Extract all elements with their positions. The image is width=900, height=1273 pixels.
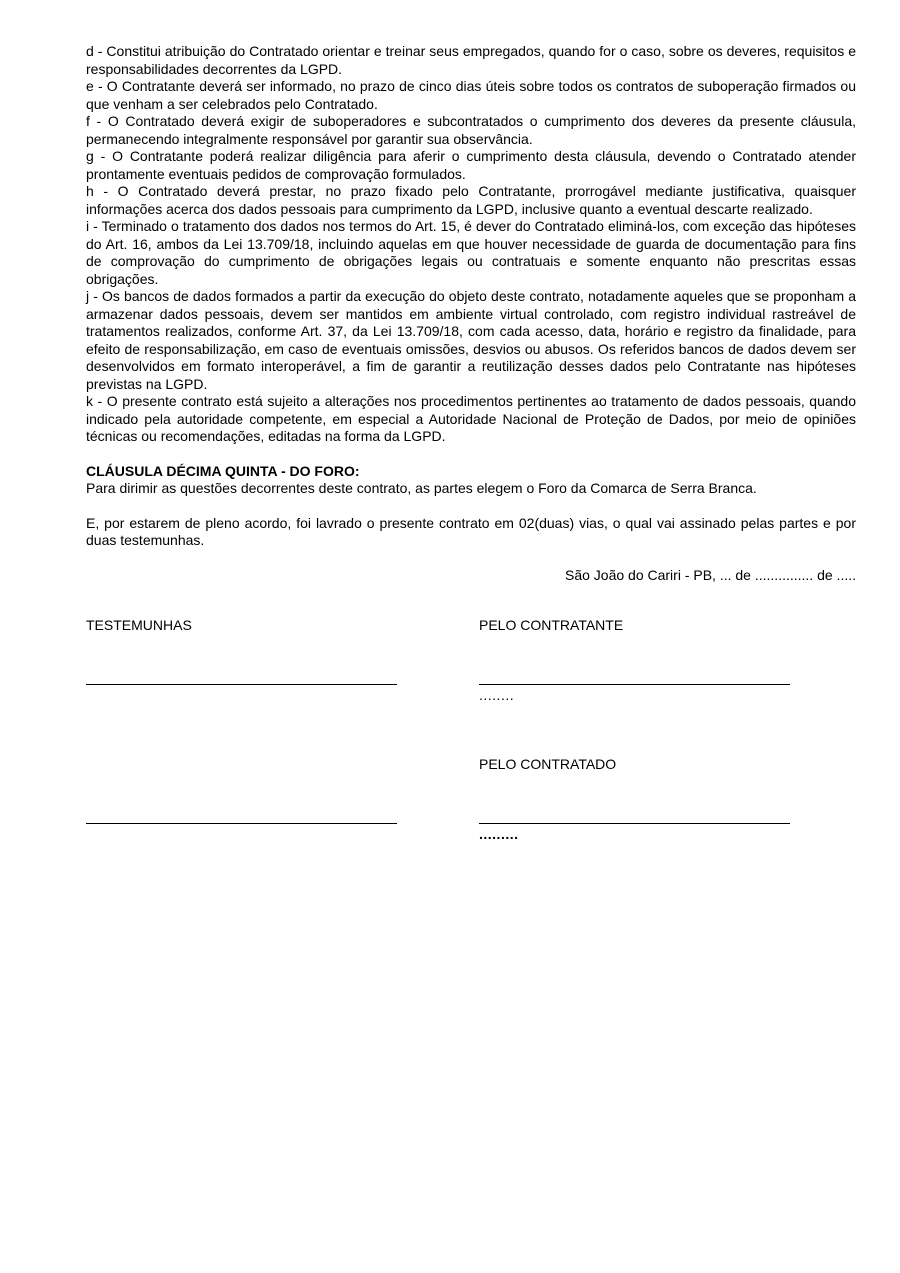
clause-e: e - O Contratante deverá ser informado, no prazo de cinco dias úteis sobre todos os contratos de suboperação firmados ou que venham a ser celebrados pelo Contratado. <box>86 78 856 112</box>
witnesses-label: TESTEMUNHAS <box>86 617 192 633</box>
clause-d: d - Constitui atribuição do Contratado orientar e treinar seus empregados, quando for o caso, sobre os deveres, requisitos e responsabilidades decorrentes da LGPD. <box>86 43 856 77</box>
clause-f: f - O Contratado deverá exigir de suboperadores e subcontratados o cumprimento dos deveres da presente cláusula, permanecendo integralmente responsável por garantir sua observância. <box>86 113 856 147</box>
clause-j: j - Os bancos de dados formados a partir da execução do objeto deste contrato, notadamente aqueles que se proponham a armazenar dados pessoais, devem ser mantidos em ambiente virtual controlado, com registro individual rastreável de tratamentos realizados, conforme Art. 37, da Lei 13.709/18, com cada acesso, data, horário e registro da finalidade, para efeito de responsabilização, em caso de eventuais omissões, desvios ou abusos. Os referidos bancos de dados devem ser desenvolvidos em formato interoperável, a fim de garantir a reutilização desses dados pelo Contratante nas hipóteses previstas na LGPD. <box>86 288 856 392</box>
clause-g: g - O Contratante poderá realizar diligência para aferir o cumprimento desta cláusula, devendo o Contratado atender prontamente eventuais pedidos de comprovação formulados. <box>86 148 856 182</box>
contratante-name: ........ <box>479 687 515 703</box>
foro-text: Para dirimir as questões decorrentes deste contrato, as partes elegem o Foro da Comarca de Serra Branca. <box>86 480 757 496</box>
contratado-name: ......... <box>479 826 519 842</box>
clause-h: h - O Contratado deverá prestar, no prazo fixado pelo Contratante, prorrogável mediante justificativa, quaisquer informações acerca dos dados pessoais para cumprimento da LGPD, inclusive quanto a eventual descarte realizado. <box>86 183 856 217</box>
contratante-label: PELO CONTRATANTE <box>479 617 624 633</box>
city-date: São João do Cariri - PB, ... de ............... de ..... <box>564 566 856 583</box>
contratado-signature-line <box>479 823 790 824</box>
closing-text: E, por estarem de pleno acordo, foi lavrado o presente contrato em 02(duas) vias, o qual vai assinado pelas partes e por duas testemunhas. <box>86 514 856 548</box>
contratado-label: PELO CONTRATADO <box>479 756 617 772</box>
signature-area <box>86 0 856 1273</box>
clause-k: k - O presente contrato está sujeito a alterações nos procedimentos pertinentes ao tratamento de dados pessoais, quando indicado pela autoridade competente, em especial a Autoridade Nacional de Proteção de Dados, por meio de opiniões técnicas ou recomendações, editadas na forma da LGPD. <box>86 393 856 444</box>
contratante-signature-line <box>479 684 790 685</box>
witness-1-signature-line <box>86 684 397 685</box>
witness-2-signature-line <box>86 823 397 824</box>
clause-i: i - Terminado o tratamento dos dados nos termos do Art. 15, é dever do Contratado eliminá-los, com exceção das hipóteses do Art. 16, ambos da Lei 13.709/18, incluindo aquelas em que houver necessidade de guarda de documentação para fins de comprovação do cumprimento de obrigações legais ou contratuais e somente enquanto não prescritas essas obrigações. <box>86 218 856 287</box>
foro-heading: CLÁUSULA DÉCIMA QUINTA - DO FORO: <box>86 462 360 479</box>
